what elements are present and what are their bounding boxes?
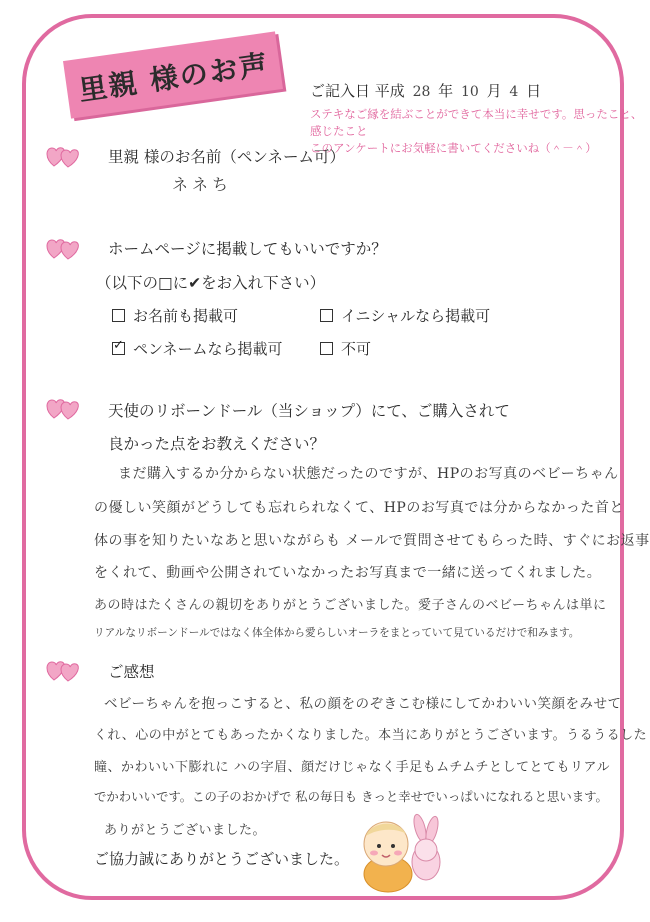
q3-answer-line: あの時はたくさんの親切をありがとうございました。愛子さんのベビーちゃんは単に — [94, 598, 607, 613]
q3-label-line2: 良かった点をお教えください？ — [108, 435, 326, 453]
checkbox[interactable] — [112, 309, 125, 322]
heart-icon — [46, 146, 80, 168]
date-month: 10 — [460, 84, 479, 100]
intro-note-line: このアンケートにお気軽に書いてくださいね（＾－＾） — [310, 141, 597, 155]
date-year: 28 — [412, 84, 431, 100]
intro-note-line: ステキなご縁を結ぶことができて本当に幸せです。思ったこと、感じたこと — [310, 107, 643, 138]
date-month-unit: 月 — [486, 82, 502, 100]
option-not-ok[interactable] — [320, 338, 371, 359]
option-penname-ok[interactable] — [112, 338, 283, 359]
option-label: ペンネームなら掲載可 — [133, 340, 283, 358]
date-day: 4 — [509, 84, 519, 100]
date-row — [310, 80, 541, 101]
q4-answer-line: ありがとうございました。 — [104, 823, 267, 838]
q3-label-line1: 天使のリボーンドール（当ショップ）にて、ご購入されて — [108, 402, 510, 420]
q1-label: 里親 様のお名前（ペンネーム可） — [108, 148, 345, 166]
heart-icon — [46, 660, 80, 682]
option-label: イニシャルなら掲載可 — [341, 307, 491, 325]
heart-icon — [46, 238, 80, 260]
intro-note — [310, 106, 650, 157]
q3-answer-line: まだ購入するか分からない状態だったのですが、HPのお写真のベビーちゃん — [118, 466, 619, 482]
q1-answer: ネネち — [172, 175, 233, 194]
q4-answer-line: 瞳、かわいい下膨れに ハの字眉、顔だけじゃなく手足もムチムチとしてとてもリアル — [94, 760, 610, 775]
page-title: 里親 様のお声 — [76, 47, 272, 108]
q3-answer-line: リアルなリボーンドールではなく体全体から愛らしいオーラをまとっていて見ているだけで和みます。 — [94, 627, 580, 639]
q3-answer-line: 体の事を知りたいなあと思いながらも メールで質問させてもらった時、すぐにお返事 — [94, 533, 650, 549]
q3-answer-line: の優しい笑顔がどうしても忘れられなくて、HPのお写真では分からなかった首と — [94, 500, 624, 516]
option-label: お名前も掲載可 — [133, 307, 239, 325]
checkbox-checked[interactable] — [112, 342, 125, 355]
date-year-unit: 年 — [438, 82, 454, 100]
q4-answer-line: でかわいいです。この子のおかげで 私の毎日も きっと幸せでいっぱいになれると思います。 — [94, 789, 608, 804]
q4-answer-line: くれ、心の中がとてもあったかくなりました。本当にありがとうございます。うるうるした — [94, 728, 648, 743]
footer-thanks: ご協力誠にありがとうございました。 — [94, 850, 350, 868]
option-name-ok[interactable] — [112, 305, 238, 326]
baby-bunny-illustration — [352, 808, 444, 894]
q3-answer-line: をくれて、動画や公開されていなかったお写真まで一緒に送ってくれました。 — [94, 565, 602, 581]
checkbox[interactable] — [320, 342, 333, 355]
option-label: 不可 — [341, 340, 372, 358]
q4-label: ご感想 — [108, 663, 155, 681]
date-label: ご記入日 平成 — [310, 82, 405, 100]
checkbox[interactable] — [320, 309, 333, 322]
q2-label: ホームページに掲載してもいいですか？ — [108, 240, 387, 258]
q4-answer-line: ベビーちゃんを抱っこすると、私の顔をのぞきこむ様にしてかわいい笑顔をみせて — [104, 696, 622, 712]
q2-instruction: （以下の□に✔をお入れ下さい） — [96, 274, 326, 292]
heart-icon — [46, 398, 80, 420]
date-day-unit: 日 — [526, 82, 542, 100]
option-initial-ok[interactable] — [320, 305, 490, 326]
